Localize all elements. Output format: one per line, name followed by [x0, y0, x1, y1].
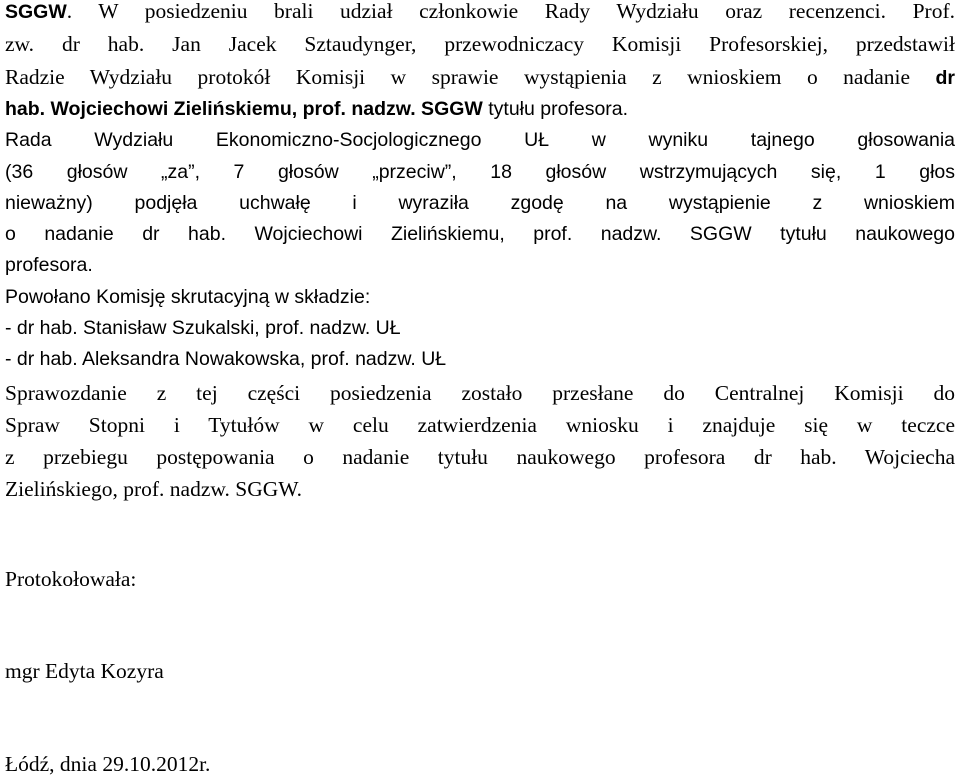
paragraph-1-line-3: Radzie Wydziału protokół Komisji w sprawie wystąpienia z wnioskiem o nadanie dr: [5, 65, 955, 89]
report-line-2: Spraw Stopni i Tytułów w celu zatwierdzenia wniosku i znajduje się w teczce: [5, 413, 955, 437]
signature-name: mgr Edyta Kozyra: [5, 659, 164, 683]
paragraph-1-line-2: zw. dr hab. Jan Jacek Sztaudynger, przewodniczacy Komisji Profesorskiej, przedstawił: [5, 32, 955, 56]
signature-label: Protokołowała:: [5, 567, 137, 591]
commission-member-2: - dr hab. Aleksandra Nowakowska, prof. nadzw. UŁ: [5, 348, 447, 370]
candidate-name-bold: hab. Wojciechowi Zielińskiemu, prof. nadzw. SGGW: [5, 98, 483, 120]
commission-intro: Powołano Komisję skrutacyjną w składzie:: [5, 286, 371, 308]
paragraph-1-line-1: SGGW. W posiedzeniu brali udział członkowie Rady Wydziału oraz recenzenci. Prof.: [5, 0, 955, 23]
paragraph-1-line-4: hab. Wojciechowi Zielińskiemu, prof. nadzw. SGGW tytułu profesora.: [5, 98, 629, 120]
paragraph-2-line-4: o nadanie dr hab. Wojciechowi Zielińskiemu, prof. nadzw. SGGW tytułu naukowego: [5, 223, 955, 245]
report-line-4: Zielińskiego, prof. nadzw. SGGW.: [5, 477, 302, 501]
commission-member-1: - dr hab. Stanisław Szukalski, prof. nadzw. UŁ: [5, 317, 401, 339]
paragraph-2-line-3: nieważny) podjęła uchwałę i wyraziła zgodę na wystąpienie z wnioskiem: [5, 192, 955, 214]
report-line-1: Sprawozdanie z tej części posiedzenia zostało przesłane do Centralnej Komisji do: [5, 381, 955, 405]
sggw-bold-text: SGGW: [5, 1, 67, 23]
report-line-3: z przebiegu postępowania o nadanie tytułu naukowego profesora dr hab. Wojciecha: [5, 445, 955, 469]
paragraph-2-line-2: (36 głosów „za”, 7 głosów „przeciw”, 18 głosów wstrzymujących się, 1 głos: [5, 161, 955, 183]
paragraph-2-line-5: profesora.: [5, 254, 93, 276]
place-date: Łódź, dnia 29.10.2012r.: [5, 752, 211, 776]
paragraph-2-line-1: Rada Wydziału Ekonomiczno-Socjologicznego UŁ w wyniku tajnego głosowania: [5, 129, 955, 151]
